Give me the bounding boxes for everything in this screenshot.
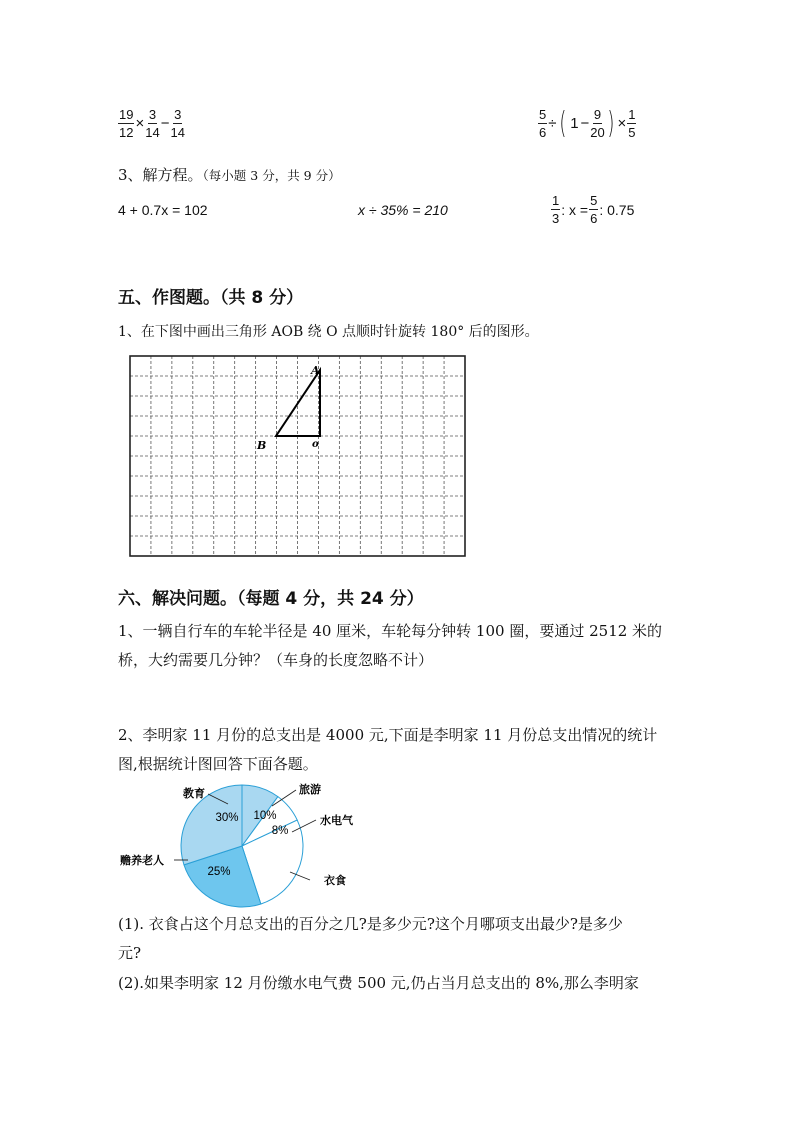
times-sign: × [617,115,627,132]
left-paren: ( [559,106,567,141]
pie-category-label: 赡养老人 [120,854,164,867]
section-5-heading: 五、作图题。（共 8 分） [118,288,304,308]
number-one: 1 [570,115,579,132]
ratio-middle: : x = [561,201,589,218]
grid-lines [130,356,465,556]
pie-category-label: 水电气 [320,814,353,827]
label-a: A [311,364,320,377]
fraction: $\frac{3}{14}$ [170,107,185,140]
times-sign: × [135,115,145,132]
grid-figure [128,354,468,560]
question-line: (2).如果李明家 12 月份缴水电气费 500 元,仍占当月总支出的 8%,那么李明家 [118,974,639,992]
pie-value-label: 25% [207,866,231,878]
equation-2: x ÷ 35% = 210 [358,202,448,218]
section-6-question-1 [118,617,662,675]
fraction: $\frac{1}{3}$ [552,193,560,226]
section-6-heading: 六、解决问题。（每题 4 分，共 24 分） [118,589,424,609]
sub-question-2 [118,969,639,998]
divide-sign: ÷ [548,115,557,132]
pie-category-label: 教育 [183,787,205,800]
question-line: 2、李明家 11 月份的总支出是 4000 元,下面是李明家 11 月份总支出情况的统计 [118,726,658,744]
pie-chart [112,776,372,911]
expression-1 [118,106,185,141]
pie-value-label: 30% [215,812,239,824]
pie-value-label: 8% [271,825,289,837]
question-3-title: 3、解方程。（每小题 3 分，共 9 分） [118,166,341,184]
fraction: $\frac{5}{6}$ [539,107,547,140]
fraction: $\frac{5}{6}$ [590,193,598,226]
sub-question-1 [118,910,623,968]
minus-sign: − [580,115,590,132]
pie-category-label: 旅游 [299,783,321,796]
fraction: $\frac{3}{14}$ [145,107,160,140]
equation-3 [551,192,635,227]
label-b: B [257,439,267,452]
ratio-end: : 0.75 [599,201,635,218]
question-line: (1). 衣食占这个月总支出的百分之几?是多少元?这个月哪项支出最少?是多少 [118,915,623,933]
right-paren: ) [607,106,615,141]
fraction: $\frac{9}{20}$ [590,107,605,140]
pie-value-label: 10% [253,810,277,822]
fraction: $\frac{1}{5}$ [628,107,636,140]
triangle-aob [276,370,320,436]
question-line: 图,根据统计图回答下面各题。 [118,755,318,773]
section-6-question-2 [118,721,657,779]
fraction: $\frac{19}{12}$ [119,107,134,140]
label-o: o [312,439,319,450]
question-line: 元? [118,944,142,962]
equation-1: 4 + 0.7x = 102 [118,202,208,218]
question-line: 桥，大约需要几分钟？（车身的长度忽略不计） [118,651,434,669]
expression-2 [538,104,636,141]
minus-sign: − [160,115,170,132]
pie-slices [181,785,303,907]
question-line: 1、一辆自行车的车轮半径是 40 厘米，车轮每分钟转 100 圈，要通过 2512 米的 [118,622,663,640]
pie-category-label: 衣食 [324,874,346,887]
section-5-question-1: 1、在下图中画出三角形 AOB 绕 O 点顺时针旋转 180° 后的图形。 [118,324,539,340]
